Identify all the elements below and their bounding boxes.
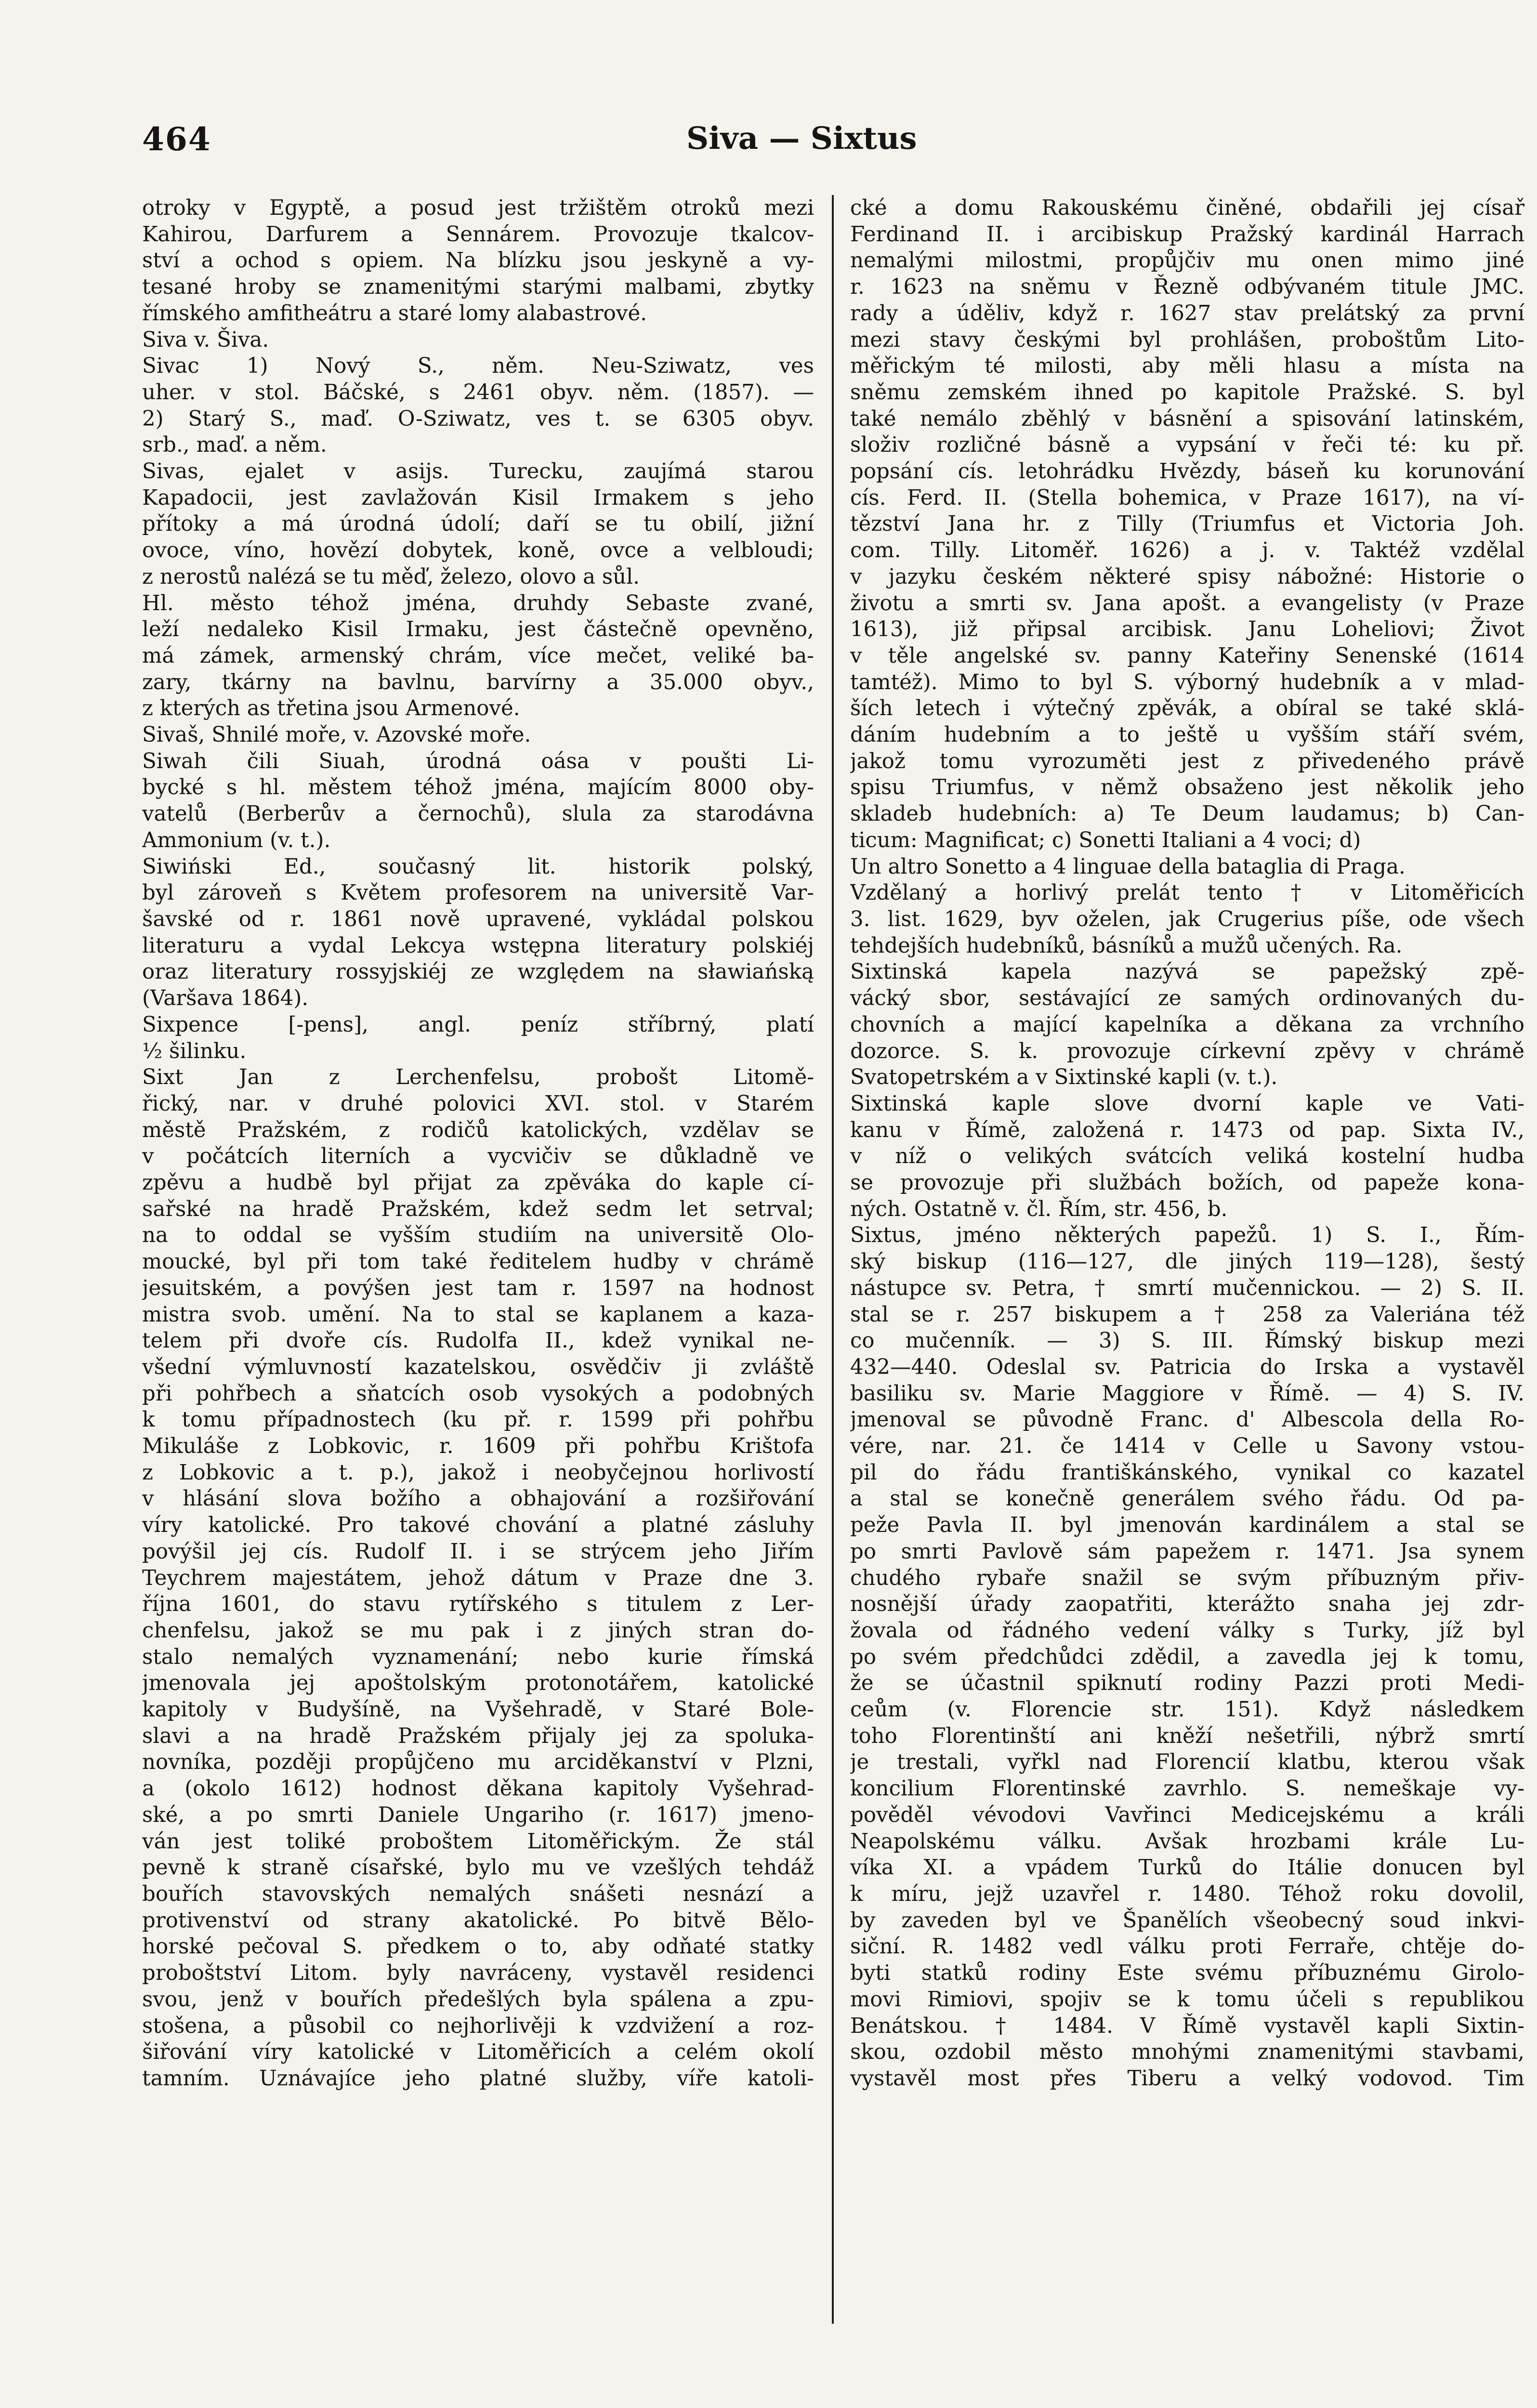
text-line: víry katolické. Pro takové chování a platné zásluhy: [142, 1513, 814, 1538]
text-line: městě Pražském, z rodičů katolických, vzdělav se: [142, 1118, 814, 1142]
text-line: 2) Starý S., maď. O-Sziwatz, ves t. se 6305 obyv.: [142, 406, 814, 431]
text-line: pověděl vévodovi Vavřinci Medicejskému a králi: [850, 1803, 1524, 1827]
text-line: rady a úděliv, když r. 1627 stav prelátský za první: [850, 301, 1524, 326]
text-line: telem při dvoře cís. Rudolfa II., kdež vynikal ne-: [142, 1329, 814, 1353]
text-line: Sixtinská kapela nazývá se papežský zpě-: [850, 960, 1524, 984]
text-line: mezi stavy českými byl prohlášen, proboštům Lito-: [850, 327, 1524, 352]
text-line: Un altro Sonetto a 4 linguae della bataglia di Praga.: [850, 854, 1406, 879]
left-column: [142, 195, 814, 2324]
text-line: nemalými milostmi, propůjčiv mu onen mimo jiné: [850, 249, 1524, 273]
text-line: z nerostů nalézá se tu měď, železo, olovo a sůl.: [142, 564, 640, 589]
text-line: Siwah čili Siuah, úrodná oása v poušti Li-: [142, 749, 814, 773]
text-line: ceům (v. Florencie str. 151). Když následkem: [850, 1698, 1524, 1722]
text-line: z kterých as třetina jsou Armenové.: [142, 696, 520, 721]
text-line: v jazyku českém některé spisy nábožné: Historie o: [850, 564, 1524, 589]
text-line: pevně k straně císařské, bylo mu ve vzešlých tehdáž: [142, 1856, 814, 1880]
text-line: v hlásání slova božího a obhajování a rozšiřování: [142, 1487, 814, 1511]
text-line: životu a smrti sv. Jana apošt. a evangelisty (v Praze: [850, 591, 1524, 615]
text-line: Ferdinand II. i arcibiskup Pražský kardinál Harrach: [850, 222, 1524, 247]
text-line: ské, a po smrti Daniele Ungariho (r. 1617) jmeno-: [142, 1803, 814, 1827]
text-line: tězství Jana hr. z Tilly (Triumfus et Victoria Joh.: [850, 512, 1524, 537]
text-line: uher. v stol. Báčské, s 2461 obyv. něm. (1857). —: [142, 380, 814, 405]
page-number: 464: [142, 120, 211, 158]
text-line: žovala od řádného vedení války s Turky, jíž byl: [850, 1618, 1524, 1643]
text-line: října 1601, do stavu rytířského s titulem z Ler-: [142, 1592, 814, 1617]
text-line: k míru, jejž uzavřel r. 1480. Téhož roku dovolil,: [850, 1882, 1524, 1906]
text-line: Mikuláše z Lobkovic, r. 1609 při pohřbu Krištofa: [142, 1434, 814, 1459]
text-line: jakož tomu vyrozuměti jest z přivedeného právě: [850, 749, 1524, 773]
text-line: Sixt Jan z Lerchenfelsu, probošt Litomě-: [142, 1065, 814, 1090]
text-line: peže Pavla II. byl jmenován kardinálem a stal se: [850, 1513, 1524, 1538]
text-line: z Lobkovic a t. p.), jakož i neobyčejnou horlivostí: [142, 1460, 814, 1485]
text-line: oraz literatury rossyjskiéj ze względem na sławiańską: [142, 960, 814, 984]
text-line: víka XI. a vpádem Turků do Itálie donucen byl: [850, 1856, 1524, 1880]
text-line: co mučenník. — 3) S. III. Římský biskup mezi: [850, 1329, 1524, 1353]
text-line: šavské od r. 1861 nově upravené, vykládal polskou: [142, 907, 814, 931]
text-line: a (okolo 1612) hodnost děkana kapitoly Vyšehrad-: [142, 1777, 814, 1801]
text-line: vatelů (Berberův a černochů), slula za starodávna: [142, 802, 814, 826]
text-line: otroky v Egyptě, a posud jest tržištěm otroků mezi: [142, 196, 814, 220]
text-line: 1613), již připsal arcibisk. Janu Loheliovi; Život: [850, 617, 1524, 642]
text-line: 3. list. 1629, byv oželen, jak Crugerius píše, ode všech: [850, 907, 1524, 931]
text-line: jmenoval se původně Franc. d' Albescola della Ro-: [850, 1408, 1524, 1432]
text-line: zary, tkárny na bavlnu, barvírny a 35.000 obyv.,: [142, 670, 814, 694]
text-line: po smrti Pavlově sám papežem r. 1471. Jsa synem: [850, 1539, 1524, 1564]
text-line: byti statků rodiny Este svému příbuznému Girolo-: [850, 1961, 1524, 1986]
text-line: řický, nar. v druhé polovici XVI. stol. v Starém: [142, 1091, 814, 1116]
text-line: moucké, byl při tom také ředitelem hudby v chrámě: [142, 1250, 814, 1274]
text-line: měřickým té milosti, aby měli hlasu a místa na: [850, 354, 1524, 379]
text-line: Kahirou, Darfurem a Sennárem. Provozuje tkalcov-: [142, 222, 814, 247]
text-line: římského amfitheátru a staré lomy alabastrové.: [142, 301, 647, 326]
text-line: cké a domu Rakouskému činěné, obdařili jej císař: [850, 196, 1524, 220]
text-line: chudého rybaře snažil se svým příbuzným přiv-: [850, 1566, 1524, 1590]
text-line: dozorce. S. k. provozuje církevní zpěvy v chrámě: [850, 1039, 1524, 1063]
text-line: tehdejších hudebníků, básníků a mužů učených. Ra.: [850, 933, 1403, 958]
text-line: 432—440. Odeslal sv. Patricia do Irska a vystavěl: [850, 1355, 1524, 1379]
text-line: Benátskou. † 1484. V Římě vystavěl kapli Sixtin-: [850, 2014, 1524, 2038]
text-line: Siwiński Ed., současný lit. historik polský,: [142, 854, 814, 879]
text-line: jesuitském, a povýšen jest tam r. 1597 na hodnost: [142, 1276, 814, 1300]
text-line: Ammonium (v. t.).: [142, 828, 331, 852]
running-head: Siva — Sixtus: [686, 120, 917, 157]
text-line: dáním hudebním a to ještě u vyšším stáří svém,: [850, 723, 1524, 747]
text-line: spisu Triumfus, v němž obsaženo jest několik jeho: [850, 775, 1524, 800]
text-line: slavi a na hradě Pražském přijaly jej za spoluka-: [142, 1724, 814, 1748]
text-line: ných. Ostatně v. čl. Řím, str. 456, b.: [850, 1197, 1228, 1221]
text-line: stal se r. 257 biskupem a † 258 za Valeriána též: [850, 1302, 1524, 1327]
text-line: ších letech i výtečný zpěvák, a obíral se také sklá-: [850, 696, 1524, 721]
text-line: pil do řádu františkánského, vynikal co kazatel: [850, 1460, 1524, 1485]
text-line: v těle angelské sv. panny Kateřiny Senenské (1614: [850, 643, 1524, 668]
text-line: srb., maď. a něm.: [142, 433, 327, 458]
text-line: zpěvu a hudbě byl přijat za zpěváka do kaple cí-: [142, 1171, 814, 1195]
text-line: složiv rozličné básně a vypsání v řeči té: ku př.: [850, 433, 1524, 458]
text-line: vácký sbor, sestávající ze samých ordinovaných du-: [850, 986, 1524, 1011]
text-line: literaturu a vydal Lekcya wstępna literatury polskiéj: [142, 933, 814, 958]
text-line: popsání cís. letohrádku Hvězdy, báseň ku korunování: [850, 459, 1524, 484]
text-line: proboštství Litom. byly navráceny, vystavěl residenci: [142, 1961, 814, 1986]
text-line: v počátcích literních a vycvičiv se důkladně ve: [142, 1144, 814, 1169]
text-line: je trestali, vyřkl nad Florencií klatbu, kterou však: [850, 1750, 1524, 1775]
text-line: k tomu případnostech (ku př. r. 1599 při pohřbu: [142, 1408, 814, 1432]
text-line: ½ šilinku.: [142, 1039, 247, 1063]
right-column: [850, 195, 1524, 2324]
text-line: šiřování víry katolické v Litoměřicích a celém okolí: [142, 2040, 814, 2065]
text-line: by zaveden byl ve Španělích všeobecný soud inkvi-: [850, 1908, 1524, 1933]
text-line: Sivac 1) Nový S., něm. Neu-Sziwatz, ves: [142, 354, 814, 379]
text-line: movi Rimiovi, spojiv se k tomu účeli s republikou: [850, 1987, 1524, 2012]
text-line: a stal se konečně generálem svého řádu. Od pa-: [850, 1487, 1524, 1511]
text-line: r. 1623 na sněmu v Řezně odbývaném titule JMC.: [850, 275, 1524, 300]
text-columns: [142, 195, 1524, 2324]
text-line: mistra svob. umění. Na to stal se kaplanem a kaza-: [142, 1302, 814, 1327]
text-line: ovoce, víno, hovězí dobytek, koně, ovce a velbloudi;: [142, 538, 814, 563]
text-line: stošena, a působil co nejhorlivěji k vzdvižení a roz-: [142, 2014, 814, 2038]
text-line: koncilium Florentinské zavrhlo. S. nemeškaje vy-: [850, 1777, 1524, 1801]
text-line: chovních a mající kapelníka a děkana za vrchního: [850, 1012, 1524, 1037]
text-line: bouřích stavovských nemalých snášeti nesnází a: [142, 1882, 814, 1906]
text-line: stalo nemalých vyznamenání; nebo kurie římská: [142, 1645, 814, 1669]
text-line: vére, nar. 21. če 1414 v Celle u Savony vstou-: [850, 1434, 1524, 1459]
text-line: Neapolskému válku. Avšak hrozbami krále Lu-: [850, 1829, 1524, 1854]
text-line: Sixpence [-pens], angl. peníz stříbrný, platí: [142, 1012, 814, 1037]
text-line: na to oddal se vyšším studiím na universitě Olo-: [142, 1223, 814, 1248]
text-line: byl zároveň s Květem profesorem na universitě Var-: [142, 881, 814, 905]
text-line: Sixtus, jméno některých papežů. 1) S. I., Řím-: [850, 1223, 1524, 1248]
text-line: kapitoly v Budyšíně, na Vyšehradě, v Staré Bole-: [142, 1698, 814, 1722]
text-line: toho Florentinští ani kněží nešetřili, nýbrž smrtí: [850, 1724, 1524, 1748]
text-line: se provozuje při službách božích, od papeže kona-: [850, 1171, 1524, 1195]
text-line: Sivaš, Shnilé moře, v. Azovské moře.: [142, 723, 531, 747]
text-line: že se účastnil spiknutí rodiny Pazzi proti Medi-: [850, 1671, 1524, 1696]
text-line: v níž o velikých svátcích veliká kostelní hudba: [850, 1144, 1524, 1169]
text-line: tesané hroby se znamenitými starými malbami, zbytky: [142, 275, 814, 300]
text-line: Kapadocii, jest zavlažován Kisil Irmakem s jeho: [142, 485, 814, 510]
text-line: svou, jenž v bouřích předešlých byla spálena a zpu-: [142, 1987, 814, 2012]
text-line: skladeb hudebních: a) Te Deum laudamus; b) Can-: [850, 802, 1524, 826]
text-line: tamtéž). Mimo to byl S. výborný hudebník a v mlad-: [850, 670, 1524, 694]
text-line: Siva v. Šiva.: [142, 327, 269, 352]
text-line: protivenství od strany akatolické. Po bitvě Bělo-: [142, 1908, 814, 1933]
text-line: tamním. Uznávajíce jeho platné služby, víře katoli-: [142, 2066, 814, 2091]
text-line: kanu v Římě, založená r. 1473 od pap. Sixta IV.,: [850, 1118, 1524, 1142]
text-line: Teychrem majestátem, jehož dátum v Praze dne 3.: [142, 1566, 814, 1590]
text-line: nosnější úřady zaopatřiti, kterážto snaha jej zdr-: [850, 1592, 1524, 1617]
text-line: ský biskup (116—127, dle jiných 119—128), šestý: [850, 1250, 1524, 1274]
text-line: také nemálo zběhlý v básnění a spisování latinském,: [850, 406, 1524, 431]
text-line: ství a ochod s opiem. Na blízku jsou jeskyně a vy-: [142, 249, 814, 273]
text-line: Svatopetrském a v Sixtinské kapli (v. t.).: [850, 1065, 1278, 1090]
text-line: nástupce sv. Petra, † smrtí mučennickou. — 2) S. II.: [850, 1276, 1524, 1300]
text-line: chenfelsu, jakož se mu pak i z jiných stran do-: [142, 1618, 814, 1643]
column-divider: [832, 195, 834, 2324]
text-line: ticum: Magnificat; c) Sonetti Italiani a 4 voci; d): [850, 828, 1361, 852]
text-line: Hl. město téhož jména, druhdy Sebaste zvané,: [142, 591, 814, 615]
text-line: horské pečoval S. předkem o to, aby odňaté statky: [142, 1935, 814, 1959]
text-line: novníka, později propůjčeno mu arciděkanství v Plzni,: [142, 1750, 814, 1775]
text-line: Sivas, ejalet v asijs. Turecku, zaujímá starou: [142, 459, 814, 484]
text-line: cís. Ferd. II. (Stella bohemica, v Praze 1617), na ví-: [850, 485, 1524, 510]
text-line: po svém předchůdci zdědil, a zavedla jej k tomu,: [850, 1645, 1524, 1669]
text-line: skou, ozdobil město mnohými znamenitými stavbami,: [850, 2040, 1524, 2065]
text-line: siční. R. 1482 vedl válku proti Ferraře, chtěje do-: [850, 1935, 1524, 1959]
text-line: Vzdělaný a horlivý prelát tento † v Litoměřicích: [850, 881, 1524, 905]
text-line: má zámek, armenský chrám, více mečet, veliké ba-: [142, 643, 814, 668]
text-line: jmenovala jej apoštolským protonotářem, katolické: [142, 1671, 814, 1696]
text-line: com. Tilly. Litoměř. 1626) a j. v. Taktéž vzdělal: [850, 538, 1524, 563]
text-line: Sixtinská kaple slove dvorní kaple ve Vati-: [850, 1091, 1524, 1116]
text-line: bycké s hl. městem téhož jména, majícím 8000 oby-: [142, 775, 814, 800]
text-line: přítoky a má úrodná údolí; daří se tu obilí, jižní: [142, 512, 814, 537]
text-line: sařské na hradě Pražském, kdež sedm let setrval;: [142, 1197, 814, 1221]
text-line: leží nedaleko Kisil Irmaku, jest částečně opevněno,: [142, 617, 814, 642]
text-line: sněmu zemském ihned po kapitole Pražské. S. byl: [850, 380, 1524, 405]
text-line: basiliku sv. Marie Maggiore v Římě. — 4) S. IV.: [850, 1381, 1524, 1406]
page-header: [142, 120, 1524, 173]
text-line: při pohřbech a sňatcích osob vysokých a podobných: [142, 1381, 814, 1406]
text-line: (Varšava 1864).: [142, 986, 309, 1011]
text-line: vystavěl most přes Tiberu a velký vodovod. Tim: [850, 2066, 1524, 2091]
text-line: všední výmluvností kazatelskou, osvědčiv ji zvláště: [142, 1355, 814, 1379]
text-line: povýšil jej cís. Rudolf II. i se strýcem jeho Jiřím: [142, 1539, 814, 1564]
text-line: ván jest toliké proboštem Litoměřickým. Že stál: [142, 1829, 814, 1854]
